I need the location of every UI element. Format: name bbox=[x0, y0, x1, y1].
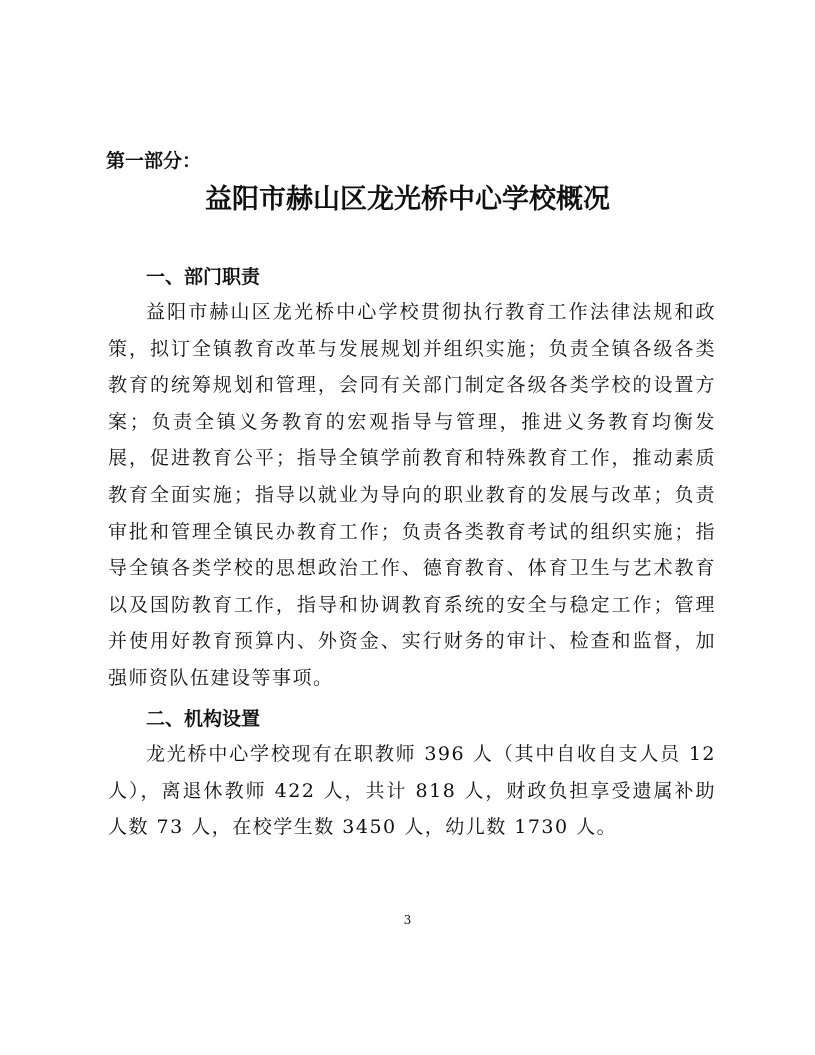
section-heading-organization: 二、机构设置 bbox=[146, 708, 261, 730]
section-heading-duties: 一、部门职责 bbox=[146, 266, 261, 288]
document-title: 益阳市赫山区龙光桥中心学校概况 bbox=[205, 184, 610, 215]
section-body-organization: 龙光桥中心学校现有在职教师 396 人（其中自收自支人员 12 人），离退休教师 422 人，共计 818 人，财政负担享受遗属补助人数 73 人，在校学生数 3450 人，幼儿数 1730 人。 bbox=[108, 743, 716, 839]
section-body-duties: 益阳市赫山区龙光桥中心学校贯彻执行教育工作法律法规和政策，拟订全镇教育改革与发展规划并组织实施；负责全镇各级各类教育的统筹规划和管理，会同有关部门制定各级各类学校的设置方案；负责全镇义务教育的宏观指导与管理，推进义务教育均衡发展，促进教育公平；指导全镇学前教育和特殊教育工作，推动素质教育全面实施；指导以就业为导向的职业教育的发展与改革；负责审批和管理全镇民办教育工作；负责各类教育考试的组织实施；指导全镇各类学校的思想政治工作、德育教育、体育卫生与艺术教育以及国防教育工作，指导和协调教育系统的安全与稳定工作；管理并使用好教育预算内、外资金、实行财务的审计、检查和监督，加强师资队伍建设等事项。 bbox=[108, 301, 716, 689]
part-label: 第一部分： bbox=[106, 150, 202, 172]
page-number: 3 bbox=[403, 913, 412, 927]
